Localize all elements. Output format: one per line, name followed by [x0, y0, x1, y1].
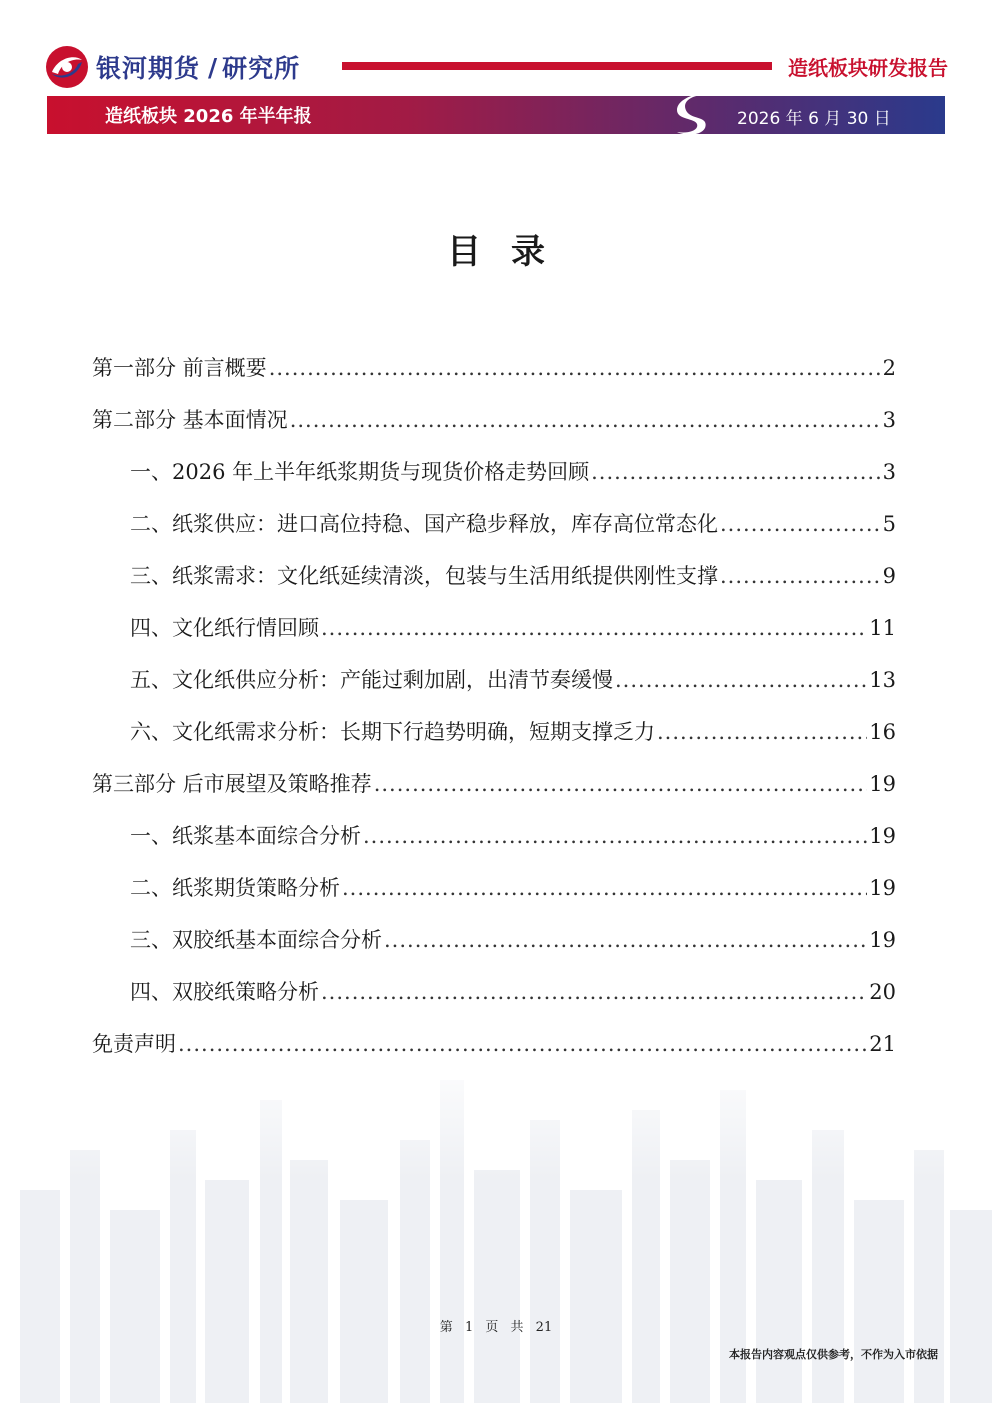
- header-rule: [342, 62, 772, 70]
- toc-entry[interactable]: [92, 642, 896, 694]
- toc-entry-page: 20: [869, 980, 896, 1004]
- toc-leader-dots: [178, 1030, 867, 1058]
- toc-entry[interactable]: [92, 798, 896, 850]
- toc-leader-dots: [342, 874, 867, 902]
- toc-entry-text: 二、纸浆期货策略分析: [130, 876, 340, 900]
- galaxy-logo-icon: [44, 44, 90, 90]
- toc-entry[interactable]: [92, 954, 896, 1006]
- toc-entry-text: 第一部分 前言概要: [92, 356, 267, 380]
- toc-entry-page: 13: [869, 668, 896, 692]
- page-current: 1: [464, 1320, 474, 1335]
- page-prefix: 第: [439, 1320, 453, 1335]
- swoosh-icon: [669, 90, 725, 140]
- toc-leader-dots: [321, 614, 867, 642]
- toc-entry[interactable]: [92, 694, 896, 746]
- toc-entry-text: 一、2026 年上半年纸浆期货与现货价格走势回顾: [130, 460, 590, 484]
- toc-entry-page: 16: [869, 720, 896, 744]
- banner-title: 造纸板块 2026 年半年报: [105, 106, 312, 127]
- toc-leader-dots: [657, 718, 867, 746]
- toc-entry-text: 四、文化纸行情回顾: [130, 616, 319, 640]
- toc-entry-text: 四、双胶纸策略分析: [130, 980, 319, 1004]
- toc-entry-text: 免责声明: [92, 1032, 176, 1056]
- table-of-contents: [92, 330, 896, 1058]
- toc-entry-page: 5: [882, 512, 896, 536]
- toc-leader-dots: [269, 354, 881, 382]
- toc-entry-text: 一、纸浆基本面综合分析: [130, 824, 361, 848]
- toc-entry-text: 三、纸浆需求：文化纸延续清淡，包装与生活用纸提供刚性支撑: [130, 564, 718, 588]
- company-logo: [44, 44, 300, 90]
- toc-leader-dots: [290, 406, 881, 434]
- toc-entry[interactable]: [92, 330, 896, 382]
- toc-entry[interactable]: [92, 1006, 896, 1058]
- toc-entry[interactable]: [92, 382, 896, 434]
- toc-entry-text: 第二部分 基本面情况: [92, 408, 288, 432]
- toc-entry-page: 19: [869, 824, 896, 848]
- toc-leader-dots: [321, 978, 867, 1006]
- toc-entry-page: 19: [869, 876, 896, 900]
- page-number: [0, 1316, 992, 1335]
- brand-name: 银河期货: [96, 54, 201, 83]
- toc-entry-text: 六、文化纸需求分析：长期下行趋势明确，短期支撑乏力: [130, 720, 655, 744]
- toc-leader-dots: [384, 926, 867, 954]
- page-mid: 页: [485, 1320, 499, 1335]
- toc-entry[interactable]: [92, 486, 896, 538]
- toc-entry-page: 19: [869, 772, 896, 796]
- department-name: 研究所: [222, 54, 301, 83]
- brand-slash: /: [208, 52, 218, 82]
- toc-entry[interactable]: [92, 434, 896, 486]
- banner-date: 2026 年 6 月 30 日: [737, 109, 891, 129]
- toc-entry[interactable]: [92, 850, 896, 902]
- toc-entry-page: 11: [869, 616, 896, 640]
- toc-entry-text: 二、纸浆供应：进口高位持稳、国产稳步释放，库存高位常态化: [130, 512, 718, 536]
- toc-leader-dots: [720, 562, 881, 590]
- page-total: 21: [535, 1320, 553, 1335]
- toc-entry[interactable]: [92, 746, 896, 798]
- toc-entry-page: 21: [869, 1032, 896, 1056]
- toc-leader-dots: [720, 510, 881, 538]
- toc-entry-text: 三、双胶纸基本面综合分析: [130, 928, 382, 952]
- toc-entry-page: 3: [882, 460, 896, 484]
- toc-leader-dots: [363, 822, 867, 850]
- toc-entry-page: 9: [882, 564, 896, 588]
- page-total-prefix: 共: [510, 1320, 524, 1335]
- toc-entry-text: 五、文化纸供应分析：产能过剩加剧，出清节奏缓慢: [130, 668, 613, 692]
- header-banner: [47, 96, 945, 134]
- toc-leader-dots: [591, 458, 881, 486]
- toc-entry[interactable]: [92, 538, 896, 590]
- toc-entry[interactable]: [92, 902, 896, 954]
- toc-entry-text: 第三部分 后市展望及策略推荐: [92, 772, 372, 796]
- toc-entry[interactable]: [92, 590, 896, 642]
- toc-entry-page: 3: [882, 408, 896, 432]
- footer-disclaimer: 本报告内容观点仅供参考，不作为入市依据: [729, 1348, 938, 1361]
- toc-leader-dots: [615, 666, 867, 694]
- toc-entry-page: 2: [882, 356, 896, 380]
- toc-entry-page: 19: [869, 928, 896, 952]
- toc-leader-dots: [374, 770, 868, 798]
- report-tag: 造纸板块研发报告: [788, 56, 948, 80]
- page-title: 目录: [447, 232, 575, 272]
